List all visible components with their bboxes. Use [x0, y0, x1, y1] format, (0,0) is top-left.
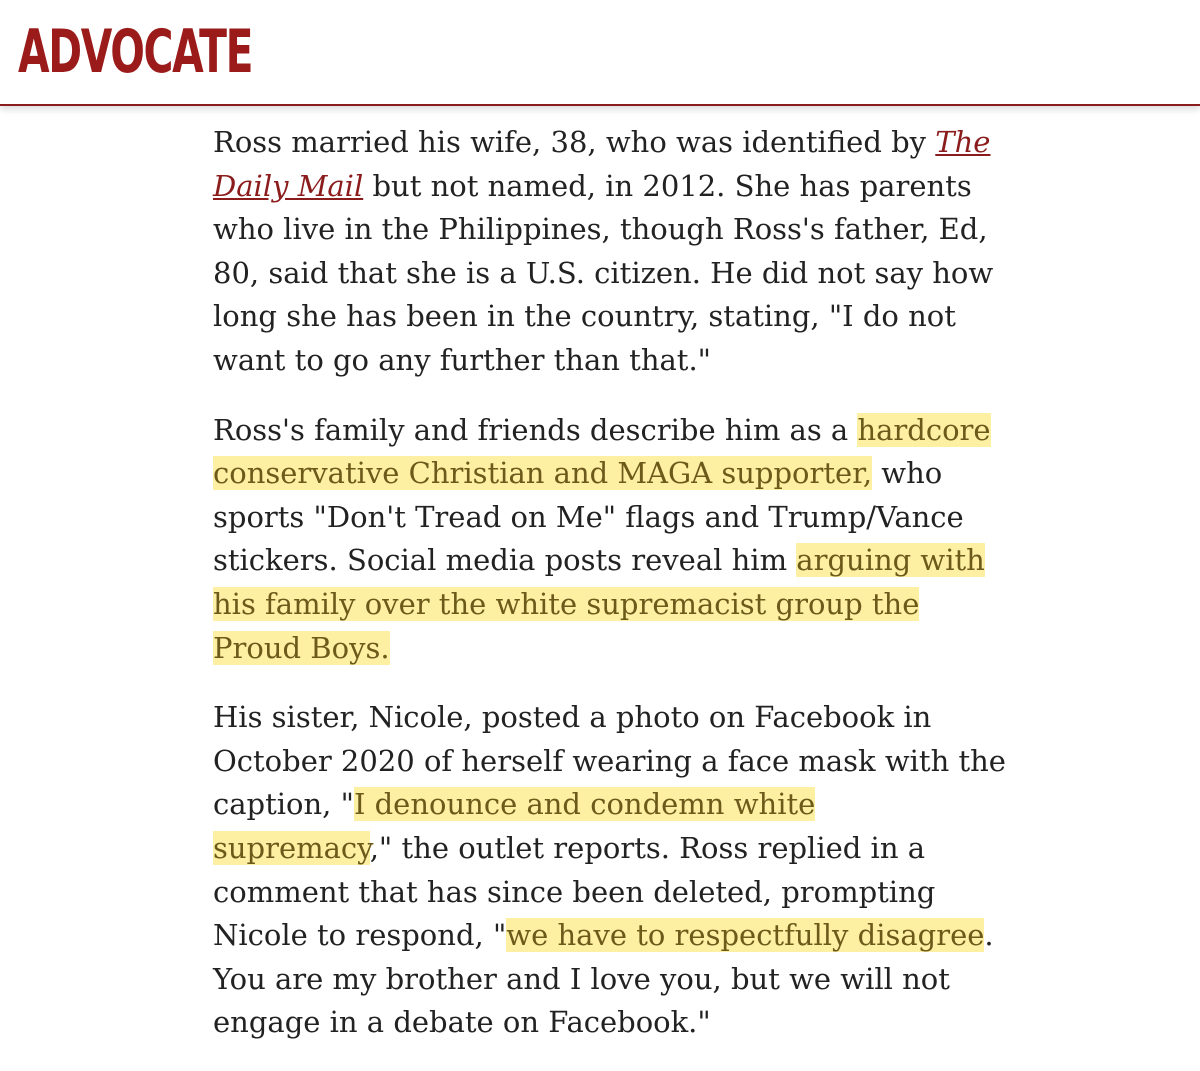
text-line [213, 583, 1013, 627]
text-run: Ross married his wife, 38, who was identified by [213, 125, 936, 159]
text-line [213, 914, 1013, 958]
text-run: Ross's family and friends describe him as a [213, 412, 858, 447]
text-run: ," the outlet reports. Ross replied in a [369, 830, 926, 865]
highlighted-text: we have to respectfully disagree [506, 918, 985, 953]
text-run: Nicole to respond, " [213, 918, 507, 953]
site-header [0, 0, 1200, 106]
paragraph-1 [213, 121, 1013, 383]
article-body [213, 121, 1013, 1071]
text-run: . [984, 918, 994, 953]
text-line: 80, said that she is a U.S. citizen. He did not say how [213, 255, 994, 290]
text-line [213, 783, 1013, 827]
daily-mail-link[interactable]: The [935, 125, 991, 159]
text-line: who live in the Philippines, though Ross's father, Ed, [213, 212, 988, 247]
text-line [213, 452, 1013, 496]
text-line: comment that has since been deleted, prompting [213, 874, 936, 909]
text-line: long she has been in the country, stating, "I do not [213, 299, 956, 334]
text-line [213, 409, 1013, 453]
text-run: but not named, in 2012. She has parents [363, 168, 972, 203]
text-run: caption, " [213, 787, 354, 822]
highlighted-text: conservative Christian and MAGA supporter, [213, 456, 873, 491]
text-line: sports "Don't Tread on Me" flags and Trump/Vance [213, 499, 964, 534]
text-run: stickers. Social media posts reveal him [213, 543, 797, 578]
daily-mail-link-continued[interactable]: Daily Mail [213, 168, 364, 203]
text-line: engage in a debate on Facebook." [213, 1005, 711, 1040]
text-line: You are my brother and I love you, but we will not [213, 961, 950, 996]
highlighted-text: supremacy [213, 830, 370, 865]
highlighted-text: I denounce and condemn white [353, 787, 816, 822]
text-line [213, 165, 1013, 209]
text-line [213, 539, 1013, 583]
text-line: His sister, Nicole, posted a photo on Facebook in [213, 700, 932, 735]
paragraph-2 [213, 409, 1013, 671]
text-line [213, 627, 1013, 671]
paragraph-3 [213, 696, 1013, 1045]
highlighted-text: Proud Boys. [213, 630, 390, 665]
text-line: want to go any further than that." [213, 342, 711, 377]
highlighted-text: his family over the white supremacist group the [213, 586, 920, 621]
advocate-logo[interactable]: ADVOCATE [18, 17, 253, 87]
text-line [213, 121, 1013, 165]
highlighted-text: hardcore [857, 412, 991, 447]
text-line: October 2020 of herself wearing a face mask with the [213, 743, 1006, 778]
text-line [213, 827, 1013, 871]
highlighted-text: arguing with [796, 543, 985, 578]
text-run: who [872, 456, 943, 491]
